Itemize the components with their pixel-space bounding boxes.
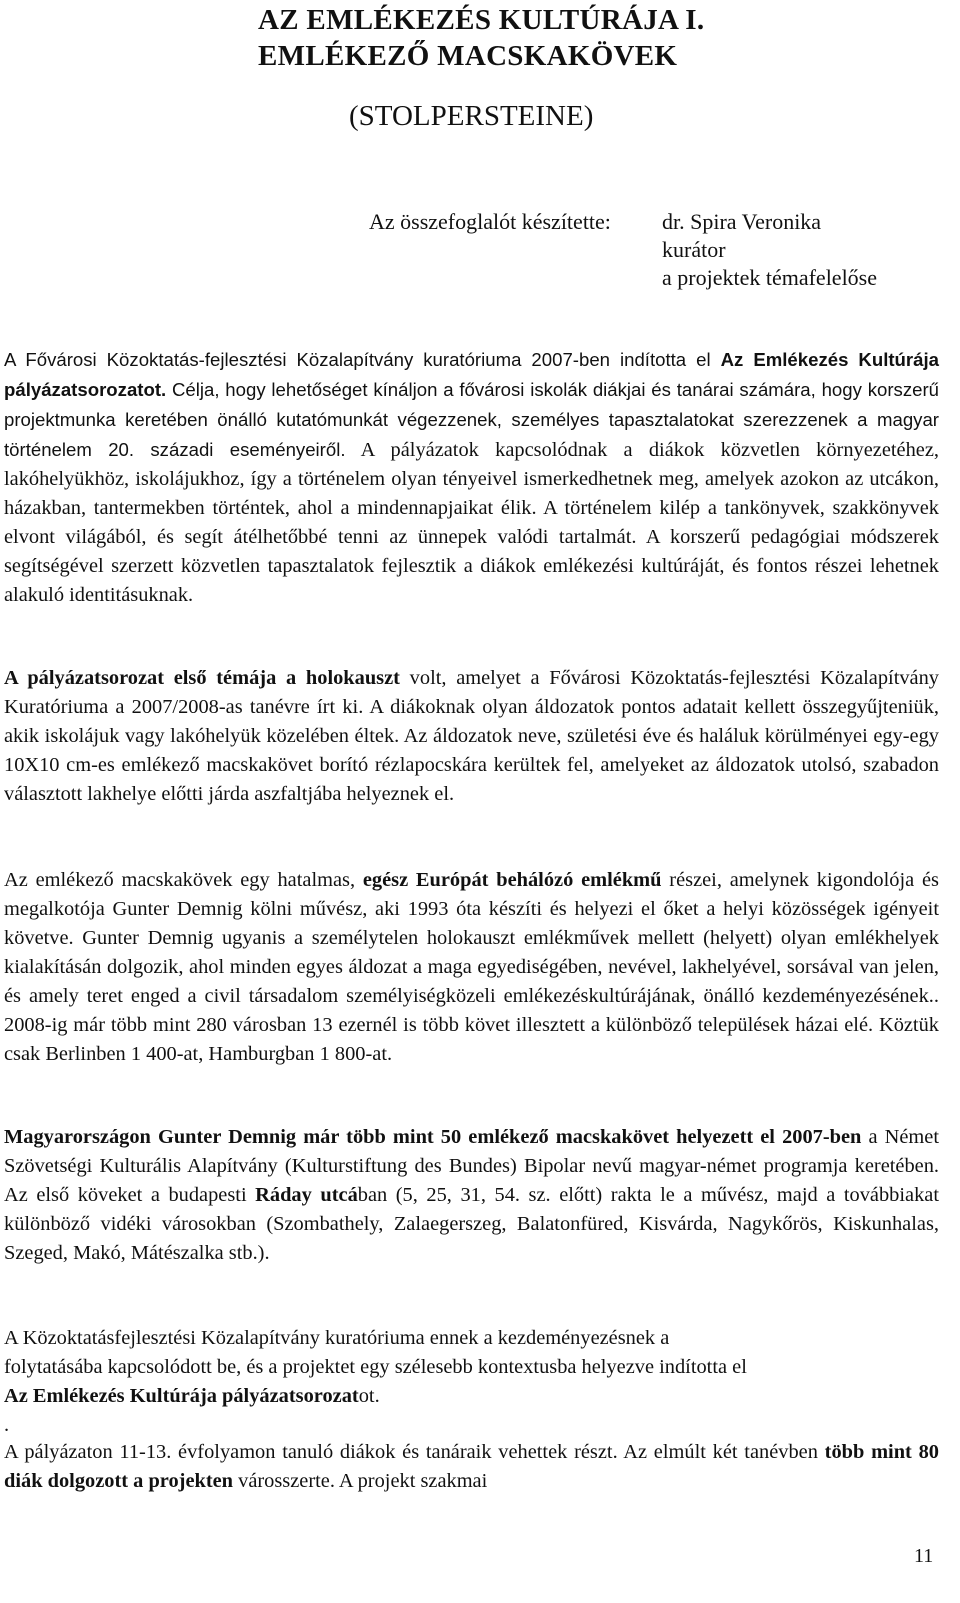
- p2-bold-a: A pályázatsorozat első témája a holokauszt: [4, 667, 400, 689]
- p5-bold: Az Emlékezés Kultúrája pályázatsorozat: [4, 1385, 359, 1407]
- p1-text-e: A történelem kilép a tankönyvek, szakkönyvek elvont világából, és segít átélhetőbbé tenni az ünnepek valódi tartalmát.: [4, 497, 939, 548]
- p1-bold-b: Az Emlékezés Kultúrája pályázatsorozatot.: [4, 349, 940, 400]
- p5-line-2: folytatásába kapcsolódott be, és a projektet egy szélesebb kontextusba helyezve indította el: [4, 1356, 747, 1378]
- p1-text-f: A korszerű pedagógiai módszerek segítségével szerzett közvetlen tapasztalatok fejlesztik a diákok emlékezési kultúráját, és fontos részei lehetnek alakuló identitásuknak.: [4, 526, 939, 606]
- document-subtitle: (STOLPERSTEINE): [349, 100, 594, 132]
- author-role-2: a projektek témafelelőse: [662, 265, 878, 290]
- p5-dot: .: [4, 1414, 10, 1436]
- document-title: [258, 2, 704, 74]
- paragraph-6: [4, 1438, 939, 1496]
- paragraph-2: [4, 664, 939, 809]
- author-name: dr. Spira Veronika: [662, 209, 822, 234]
- p6-text-c: városszerte. A projekt szakmai: [233, 1470, 488, 1492]
- p4-bold-a: Magyarországon Gunter Demnig már több mint 50 emlékező macskakövet helyezett el 2007-ben: [4, 1126, 862, 1148]
- p1-text-a: A Fővárosi Közoktatás-fejlesztési Közalapítvány kuratóriuma 2007-ben indította el: [4, 349, 721, 370]
- p6-bold-b: több mint 80 diák dolgozott a projekten: [4, 1441, 939, 1492]
- p2-text-b: volt, amelyet a Fővárosi Közoktatás-fejlesztési Közalapítvány Kuratóriuma a 2007/2008-as tanévre írt ki. A diákoknak olyan áldozatok pontos adatait kellett összegyűjteniük, akik iskolájuk vagy lakóhelyük közelében éltek. Az áldozatok neve, születési éve és haláluk körülményei egy-egy 10X10 cm-es emlékező macskakövet borító rézlapocskára kerültek fel, amelyeket az áldozatok utolsó, szabadon választott lakhelye előtti járda aszfaltjába helyeznek el.: [4, 667, 939, 805]
- p3-text-c: részei, amelynek kigondolója és megalkotója Gunter Demnig kölni művész, aki 1993 óta készíti és helyezi el őket a helyi közösségek igényeit követve. Gunter Demnig ugyanis a személytelen holokauszt emlékművek mellett (helyett) olyan emlékhelyek kialakításán dolgozik, ahol minden egyes áldozat a maga egyediségében, nevével, lakhelyével, sorsával van jelen, és amely teret enged a civil társadalom személyiségközeli emlékezéskultúrájának, önálló kezdeményezésének.. 2008-ig már több mint 280 városban 13 ezernél is több követ illesztett a különböző települések házai elé. Köztük csak Berlinben 1 400-at, Hamburgban 1 800-at.: [4, 869, 939, 1065]
- page-number: 11: [914, 1545, 934, 1567]
- p3-text-a: Az emlékező macskakövek egy hatalmas,: [4, 869, 363, 891]
- title-line-1: AZ EMLÉKEZÉS KULTÚRÁJA I.: [258, 4, 705, 36]
- p4-bold-c: Ráday utcá: [255, 1184, 358, 1206]
- paragraph-5: [4, 1324, 939, 1440]
- p6-text-a: A pályázaton 11-13. évfolyamon tanuló diákok és tanáraik vehettek részt. Az elmúlt két tanévben: [4, 1441, 825, 1463]
- p4-text-d: ban (5, 25, 31, 54. sz. előtt) rakta le a művész, majd a továbbiakat különböző vidéki városokban (Szombathely, Zalaegerszeg, Balatonfüred, Kisvárda, Nagykőrös, Kiskunhalas, Szeged, Makó, Mátészalka stb.).: [4, 1184, 939, 1264]
- p5-line-1: A Közoktatásfejlesztési Közalapítvány kuratóriuma ennek a kezdeményezésnek a: [4, 1327, 670, 1349]
- p5-tail: ot.: [358, 1385, 380, 1407]
- p5-line-3: [4, 1382, 939, 1411]
- title-line-2: EMLÉKEZŐ MACSKAKÖVEK: [258, 40, 678, 72]
- p1-text-d: A pályázatok kapcsolódnak a diákok közvetlen környezetéhez, lakóhelyükhöz, iskolájukhoz, így a történelem olyan tényeivel ismerkedhetnek meg, amelyek azokon az utcákon, házakban, tantermekben történtek, ahol a mindennapjaikat élik.: [4, 439, 939, 519]
- p1-text-c: Célja, hogy lehetőséget kínáljon a fővárosi iskolák diákjai és tanárai számára, hogy korszerű projektmunka keretében önálló kutatómunkát végezzenek, személyes tapasztalatokat szerezzenek a magyar történelem 20. századi eseményeiről.: [4, 379, 939, 460]
- author-block: [662, 208, 877, 292]
- paragraph-1: [4, 345, 939, 610]
- p3-bold-b: egész Európát behálózó emlékmű: [362, 869, 662, 891]
- p4-text-b: a Német Szövetségi Kulturális Alapítvány (Kulturstiftung des Bundes) Bipolar nevű magyar-német programja keretében. Az első köveket a budapesti: [4, 1126, 939, 1206]
- author-role: kurátor: [662, 237, 726, 262]
- author-label: Az összefoglalót készítette:: [369, 209, 611, 234]
- paragraph-3: [4, 866, 939, 1069]
- paragraph-4: [4, 1123, 939, 1268]
